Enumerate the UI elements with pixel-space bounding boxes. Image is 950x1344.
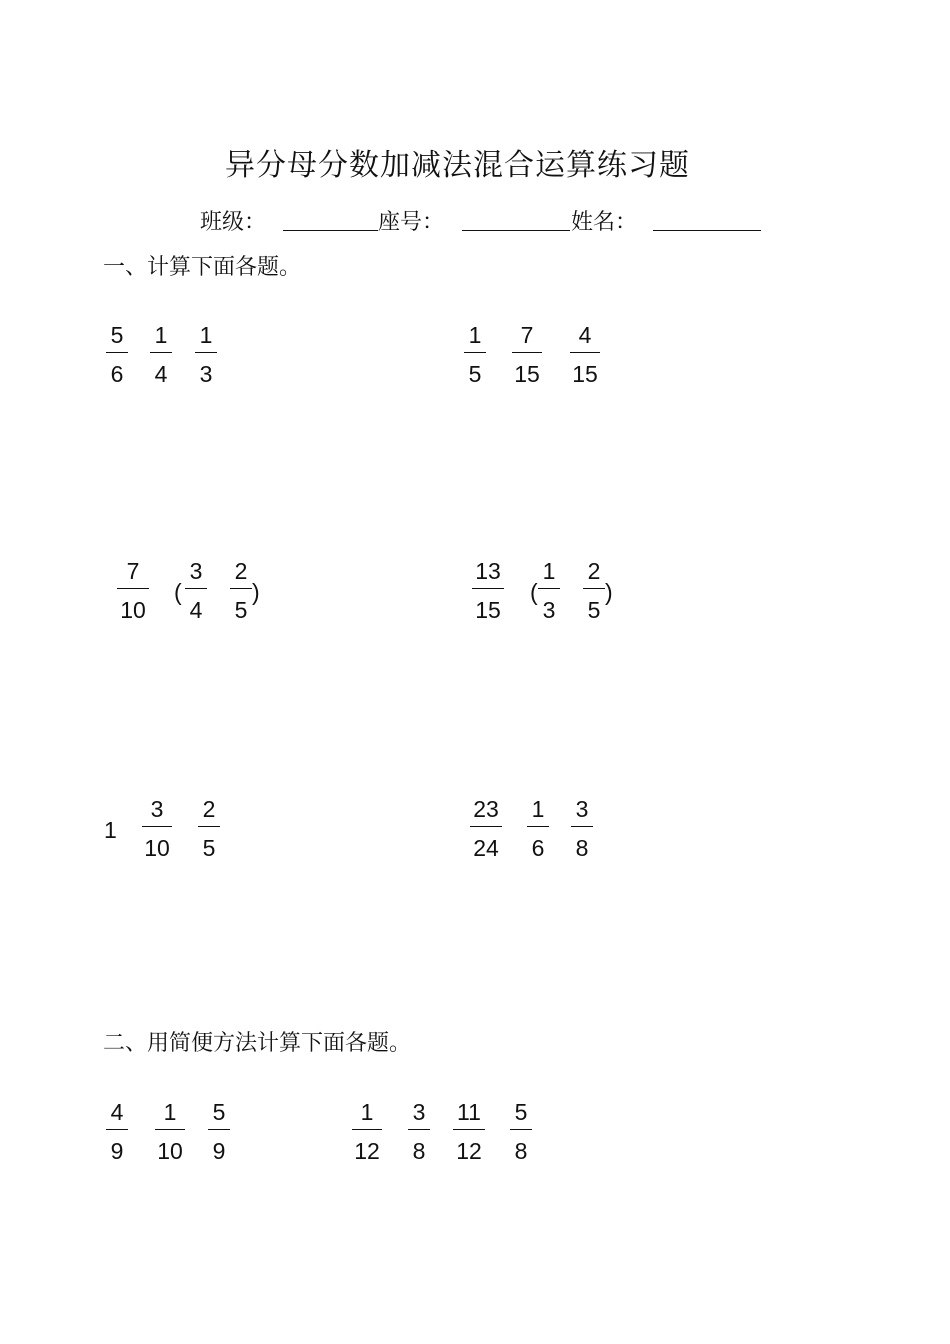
fraction [208, 1095, 230, 1168]
fraction [106, 318, 128, 391]
fraction [150, 318, 172, 391]
problem-1 [106, 318, 226, 398]
denominator: 9 [110, 1138, 124, 1164]
denominator: 15 [475, 597, 501, 623]
denominator: 24 [473, 835, 499, 861]
denominator: 10 [144, 835, 170, 861]
problem-2 [464, 318, 614, 398]
section-2-heading: 二、用简便方法计算下面各题。 [103, 1031, 412, 1056]
close-paren: ) [605, 579, 613, 605]
fraction [195, 318, 217, 391]
problem-6 [470, 792, 610, 872]
numerator: 11 [457, 1099, 481, 1125]
fraction [352, 1095, 382, 1168]
simplify-problem-1 [106, 1095, 236, 1175]
fraction [117, 554, 149, 627]
numerator: 1 [360, 1099, 374, 1125]
denominator: 8 [412, 1138, 426, 1164]
problem-4 [472, 554, 632, 634]
denominator: 12 [354, 1138, 380, 1164]
denominator: 5 [234, 597, 248, 623]
denominator: 8 [514, 1138, 528, 1164]
numerator: 1 [468, 322, 482, 348]
denominator: 4 [154, 361, 168, 387]
numerator: 5 [110, 322, 124, 348]
numerator: 1 [531, 796, 545, 822]
numerator: 7 [126, 558, 140, 584]
fraction [583, 554, 605, 627]
fraction [106, 1095, 128, 1168]
fraction [453, 1095, 485, 1168]
close-paren: ) [252, 579, 260, 605]
numerator: 2 [202, 796, 216, 822]
denominator: 3 [199, 361, 213, 387]
fraction [571, 792, 593, 865]
fraction [464, 318, 486, 391]
denominator: 5 [587, 597, 601, 623]
class-label: 班级： [200, 210, 267, 235]
numerator: 1 [199, 322, 213, 348]
fraction [472, 554, 504, 627]
fraction [512, 318, 542, 391]
class-blank[interactable] [283, 230, 378, 231]
numerator: 3 [412, 1099, 426, 1125]
denominator: 6 [110, 361, 124, 387]
name-blank[interactable] [653, 230, 761, 231]
numerator: 4 [110, 1099, 124, 1125]
seat-blank[interactable] [462, 230, 570, 231]
fraction [408, 1095, 430, 1168]
denominator: 3 [542, 597, 556, 623]
numerator: 2 [587, 558, 601, 584]
numerator: 3 [150, 796, 164, 822]
fraction [538, 554, 560, 627]
open-paren: ( [174, 579, 182, 605]
denominator: 4 [189, 597, 203, 623]
fraction [527, 792, 549, 865]
fraction [570, 318, 600, 391]
fraction [155, 1095, 185, 1168]
fraction [510, 1095, 532, 1168]
numerator: 13 [475, 558, 501, 584]
denominator: 6 [531, 835, 545, 861]
numerator: 3 [575, 796, 589, 822]
fraction [230, 554, 252, 627]
denominator: 5 [468, 361, 482, 387]
whole-number: 1 [104, 817, 117, 843]
numerator: 23 [473, 796, 499, 822]
problem-5 [104, 792, 234, 872]
fraction [198, 792, 220, 865]
numerator: 4 [578, 322, 592, 348]
numerator: 5 [212, 1099, 226, 1125]
name-label: 姓名： [571, 210, 638, 235]
fraction [185, 554, 207, 627]
fraction [142, 792, 172, 865]
numerator: 1 [542, 558, 556, 584]
numerator: 2 [234, 558, 248, 584]
denominator: 9 [212, 1138, 226, 1164]
fraction [470, 792, 502, 865]
numerator: 1 [163, 1099, 177, 1125]
denominator: 10 [157, 1138, 183, 1164]
denominator: 15 [572, 361, 598, 387]
worksheet-title: 异分母分数加减法混合运算练习题 [225, 148, 690, 183]
problem-3 [117, 554, 277, 634]
numerator: 3 [189, 558, 203, 584]
simplify-problem-2 [352, 1095, 542, 1175]
section-1-heading: 一、计算下面各题。 [103, 255, 302, 280]
numerator: 5 [514, 1099, 528, 1125]
open-paren: ( [530, 579, 538, 605]
numerator: 1 [154, 322, 168, 348]
denominator: 8 [575, 835, 589, 861]
numerator: 7 [520, 322, 534, 348]
denominator: 10 [120, 597, 146, 623]
denominator: 5 [202, 835, 216, 861]
denominator: 15 [514, 361, 540, 387]
denominator: 12 [456, 1138, 482, 1164]
seat-label: 座号： [378, 210, 445, 235]
